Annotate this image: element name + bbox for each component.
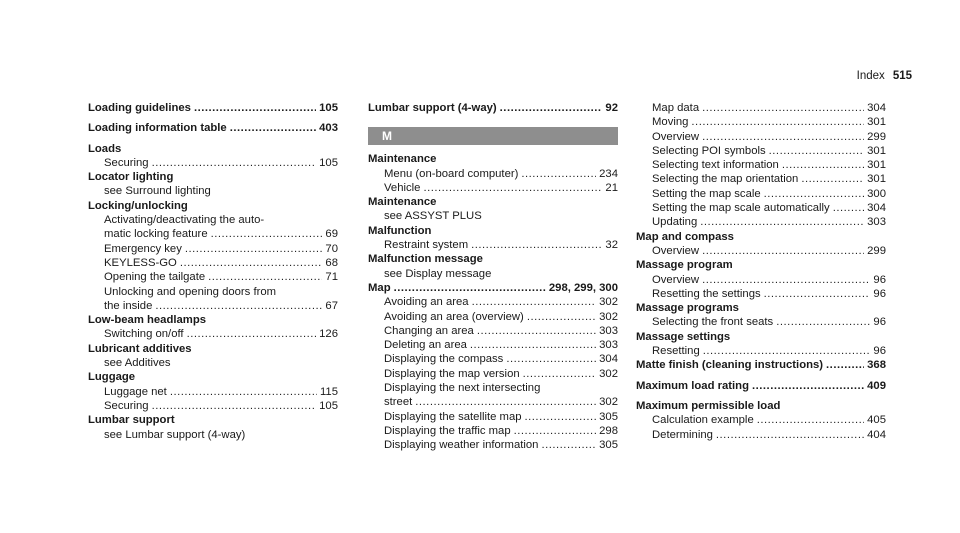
dot-leader	[833, 201, 864, 215]
letter-heading: M	[368, 127, 618, 145]
index-heading	[368, 281, 618, 295]
dot-leader	[514, 424, 597, 438]
dot-leader	[523, 367, 597, 381]
page-reference[interactable]: 304	[867, 202, 886, 215]
page-reference[interactable]: 302	[599, 367, 618, 380]
dot-leader	[506, 352, 596, 366]
index-subentry	[636, 130, 886, 144]
entry-text: Selecting POI symbols	[652, 144, 766, 157]
index-column-2	[368, 101, 618, 453]
index-heading	[636, 330, 886, 344]
page-reference[interactable]: 105	[319, 399, 338, 412]
page-reference[interactable]: 299	[867, 130, 886, 143]
page-reference[interactable]: 404	[867, 428, 886, 441]
index-heading	[636, 258, 886, 272]
index-subentry	[368, 381, 618, 395]
index-subentry	[368, 310, 618, 324]
page-reference[interactable]: 304	[867, 102, 886, 114]
index-subentry	[368, 352, 618, 366]
entry-text: Avoiding an area (overview)	[384, 310, 524, 323]
index-subentry	[368, 438, 618, 452]
entry-text: see ASSYST PLUS	[384, 210, 482, 223]
index-heading	[636, 399, 886, 413]
index-heading	[636, 379, 886, 393]
dot-leader	[801, 172, 864, 186]
index-subentry	[636, 172, 886, 186]
dot-leader	[702, 244, 864, 258]
index-heading	[88, 170, 338, 184]
dot-leader	[764, 287, 871, 301]
entry-text: Displaying the next intersecting	[384, 382, 541, 395]
page-reference[interactable]: 105	[319, 156, 338, 169]
entry-text: Activating/deactivating the auto-	[104, 214, 265, 227]
page-reference[interactable]: 304	[599, 353, 618, 366]
index-subentry	[636, 315, 886, 329]
index-subentry	[636, 215, 886, 229]
entry-text: Selecting the front seats	[652, 316, 774, 329]
entry-text: Resetting the settings	[652, 287, 761, 300]
dot-leader	[423, 181, 602, 195]
page-reference[interactable]: 70	[325, 242, 338, 255]
dot-leader	[702, 130, 864, 144]
index-subentry	[88, 399, 338, 413]
index-subentry	[88, 184, 338, 198]
entry-text: see Display message	[384, 267, 492, 280]
entry-text: Determining	[652, 428, 713, 441]
index-subentry	[88, 356, 338, 370]
entry-text: Displaying the satellite map	[384, 410, 522, 423]
index-heading	[88, 342, 338, 356]
index-heading	[88, 370, 338, 384]
index-subentry	[636, 413, 886, 427]
page-reference[interactable]: 303	[599, 324, 618, 337]
entry-text: Low-beam headlamps	[88, 314, 207, 327]
index-heading	[636, 358, 886, 372]
dot-leader	[769, 144, 864, 158]
index-subentry	[88, 428, 338, 442]
entry-text: Menu (on-board computer)	[384, 167, 519, 180]
entry-text: Switching on/off	[104, 328, 184, 341]
entry-text: Vehicle	[384, 181, 421, 194]
index-heading	[88, 101, 338, 115]
index-subentry	[636, 344, 886, 358]
index-subentry	[88, 256, 338, 270]
dot-leader	[471, 238, 602, 252]
entry-text: Securing	[104, 399, 149, 412]
index-subentry	[636, 115, 886, 129]
page-header	[857, 70, 912, 82]
entry-text: street	[384, 396, 413, 409]
page-reference[interactable]: 67	[325, 299, 338, 312]
dot-leader	[194, 101, 316, 115]
section-label: Index	[856, 70, 885, 82]
entry-text: see Additives	[104, 357, 171, 370]
index-heading	[368, 252, 618, 266]
index-subentry	[88, 327, 338, 341]
page-reference[interactable]: 302	[599, 296, 618, 309]
page-reference[interactable]: 305	[599, 439, 618, 452]
dot-leader	[764, 187, 865, 201]
entry-text: Changing an area	[384, 324, 474, 337]
page-reference[interactable]: 305	[599, 410, 618, 423]
entry-text: Lubricant additives	[88, 342, 192, 355]
page-reference[interactable]: 68	[325, 256, 338, 269]
index-subentry	[88, 227, 338, 241]
index-heading	[88, 413, 338, 427]
index-heading	[88, 142, 338, 156]
entry-text: Emergency key	[104, 242, 182, 255]
page-reference[interactable]: 115	[319, 385, 338, 398]
entry-text: Matte finish (cleaning instructions)	[636, 359, 824, 372]
dot-leader	[752, 379, 864, 393]
entry-text: Overview	[652, 244, 700, 257]
page-reference[interactable]: 302	[599, 310, 618, 323]
dot-leader	[525, 410, 597, 424]
page-reference[interactable]: 301	[867, 116, 886, 129]
index-subentry	[368, 410, 618, 424]
entry-text: Maintenance	[368, 196, 437, 209]
page-reference[interactable]: 96	[873, 287, 886, 300]
index-subentry	[368, 167, 618, 181]
index-heading	[88, 313, 338, 327]
index-heading	[368, 152, 618, 166]
index-heading	[636, 230, 886, 244]
entry-text: Loading guidelines	[88, 102, 191, 114]
entry-text: Setting the map scale automatically	[652, 202, 830, 215]
index-subentry	[368, 324, 618, 338]
entry-text: Locator lighting	[88, 171, 174, 184]
page-reference[interactable]: 368	[867, 359, 886, 372]
page-reference[interactable]: 298, 299, 300	[548, 281, 618, 294]
index-subentry	[368, 267, 618, 281]
entry-text: Securing	[104, 156, 149, 169]
entry-text: Resetting	[652, 345, 700, 358]
index-heading	[88, 121, 338, 135]
dot-leader	[211, 227, 323, 241]
entry-text: Map data	[652, 102, 700, 114]
entry-text: Restraint system	[384, 239, 469, 252]
dot-leader	[691, 115, 864, 129]
page-reference[interactable]: 299	[867, 244, 886, 257]
entry-text: Unlocking and opening doors from	[104, 285, 277, 298]
index-subentry	[636, 101, 886, 115]
page-reference[interactable]: 405	[867, 414, 886, 427]
entry-text: Opening the tailgate	[104, 271, 206, 284]
index-subentry	[368, 424, 618, 438]
entry-text: Avoiding an area	[384, 296, 469, 309]
index-subentry	[636, 158, 886, 172]
page-reference[interactable]: 105	[319, 102, 338, 114]
index-subentry	[368, 367, 618, 381]
dot-leader	[703, 344, 871, 358]
index-subentry	[636, 187, 886, 201]
page-reference[interactable]: 301	[867, 173, 886, 186]
entry-text: Loading information table	[88, 122, 227, 135]
entry-text: Displaying weather information	[384, 439, 539, 452]
entry-text: Massage program	[636, 259, 733, 272]
page-reference[interactable]: 96	[873, 273, 886, 286]
page-reference[interactable]: 69	[325, 228, 338, 241]
index-subentry	[636, 144, 886, 158]
dot-leader	[702, 101, 864, 115]
dot-leader	[782, 158, 864, 172]
entry-text: Maximum load rating	[636, 379, 749, 392]
page-reference[interactable]: 32	[605, 239, 618, 252]
page-reference[interactable]: 298	[599, 424, 618, 437]
index-subentry	[88, 213, 338, 227]
page-reference[interactable]: 92	[605, 102, 618, 114]
page-reference[interactable]: 409	[867, 379, 886, 392]
page-reference[interactable]: 301	[867, 144, 886, 157]
dot-leader	[521, 167, 596, 181]
dot-leader	[541, 438, 596, 452]
index-subentry	[368, 209, 618, 223]
entry-text: Malfunction message	[368, 253, 483, 266]
entry-text: Luggage net	[104, 385, 167, 398]
page-reference[interactable]: 302	[599, 396, 618, 409]
index-subentry	[88, 285, 338, 299]
dot-leader	[757, 413, 864, 427]
page-reference[interactable]: 96	[873, 316, 886, 329]
entry-text: Massage settings	[636, 330, 731, 343]
index-subentry	[88, 242, 338, 256]
entry-text: Updating	[652, 216, 698, 229]
entry-text: Displaying the traffic map	[384, 424, 511, 437]
dot-leader	[415, 395, 596, 409]
dot-leader	[470, 338, 596, 352]
entry-text: see Lumbar support (4-way)	[104, 428, 246, 441]
dot-leader	[716, 428, 864, 442]
index-heading	[368, 101, 618, 115]
index-subentry	[636, 244, 886, 258]
index-subentry	[88, 299, 338, 313]
index-subentry	[636, 428, 886, 442]
index-subentry	[368, 181, 618, 195]
dot-leader	[208, 270, 322, 284]
index-subentry	[368, 295, 618, 309]
entry-text: Locking/unlocking	[88, 199, 188, 212]
page-reference[interactable]: 303	[867, 216, 886, 229]
dot-leader	[230, 121, 316, 135]
entry-text: Map	[368, 281, 391, 294]
index-subentry	[636, 273, 886, 287]
page-reference[interactable]: 71	[325, 271, 338, 284]
index-subentry	[636, 287, 886, 301]
page-reference[interactable]: 300	[867, 187, 886, 200]
dot-leader	[702, 273, 870, 287]
entry-text: Selecting text information	[652, 159, 779, 172]
entry-text: Lumbar support	[88, 414, 175, 427]
index-subentry	[88, 270, 338, 284]
entry-text: Calculation example	[652, 414, 754, 427]
index-heading	[88, 199, 338, 213]
dot-leader	[187, 327, 317, 341]
dot-leader	[472, 295, 597, 309]
entry-text: Setting the map scale	[652, 187, 761, 200]
dot-leader	[185, 242, 323, 256]
index-subentry	[368, 395, 618, 409]
entry-text: Luggage	[88, 371, 136, 384]
page-number: 515	[892, 70, 912, 82]
dot-leader	[394, 281, 546, 295]
dot-leader	[477, 324, 596, 338]
index-subentry	[636, 201, 886, 215]
entry-text: Massage programs	[636, 302, 739, 315]
index-column-1	[88, 101, 338, 442]
page-reference[interactable]: 234	[599, 167, 618, 180]
entry-text: see Surround lighting	[104, 185, 211, 198]
page-reference[interactable]: 126	[319, 328, 338, 341]
entry-text: Selecting the map orientation	[652, 173, 799, 186]
entry-text: Map and compass	[636, 230, 734, 243]
entry-text: Loads	[88, 142, 122, 155]
index-subentry	[368, 338, 618, 352]
entry-text: KEYLESS-GO	[104, 256, 177, 269]
entry-text: Maximum permissible load	[636, 399, 781, 412]
dot-leader	[500, 101, 603, 115]
entry-text: matic locking feature	[104, 228, 208, 241]
dot-leader	[155, 299, 322, 313]
entry-text: Maintenance	[368, 153, 437, 166]
page-reference[interactable]: 21	[605, 181, 618, 194]
dot-leader	[180, 256, 323, 270]
entry-text: Malfunction	[368, 224, 432, 237]
dot-leader	[170, 385, 317, 399]
page-reference[interactable]: 403	[319, 122, 338, 135]
entry-text: Deleting an area	[384, 339, 467, 352]
index-subentry	[88, 156, 338, 170]
entry-text: Overview	[652, 130, 700, 143]
dot-leader	[700, 215, 864, 229]
entry-text: Lumbar support (4-way)	[368, 102, 497, 114]
page-reference[interactable]: 96	[873, 345, 886, 358]
dot-leader	[152, 156, 317, 170]
entry-text: Moving	[652, 116, 689, 129]
dot-leader	[826, 358, 864, 372]
entry-text: Displaying the map version	[384, 367, 520, 380]
dot-leader	[152, 399, 317, 413]
index-heading	[368, 224, 618, 238]
index-subentry	[368, 238, 618, 252]
entry-text: Overview	[652, 273, 700, 286]
index-subentry	[88, 385, 338, 399]
index-column-3	[636, 101, 886, 442]
page-reference[interactable]: 301	[867, 159, 886, 172]
dot-leader	[776, 315, 870, 329]
dot-leader	[527, 310, 596, 324]
page-reference[interactable]: 303	[599, 339, 618, 352]
index-heading	[368, 195, 618, 209]
index-heading	[636, 301, 886, 315]
entry-text: the inside	[104, 299, 153, 312]
entry-text: Displaying the compass	[384, 353, 504, 366]
